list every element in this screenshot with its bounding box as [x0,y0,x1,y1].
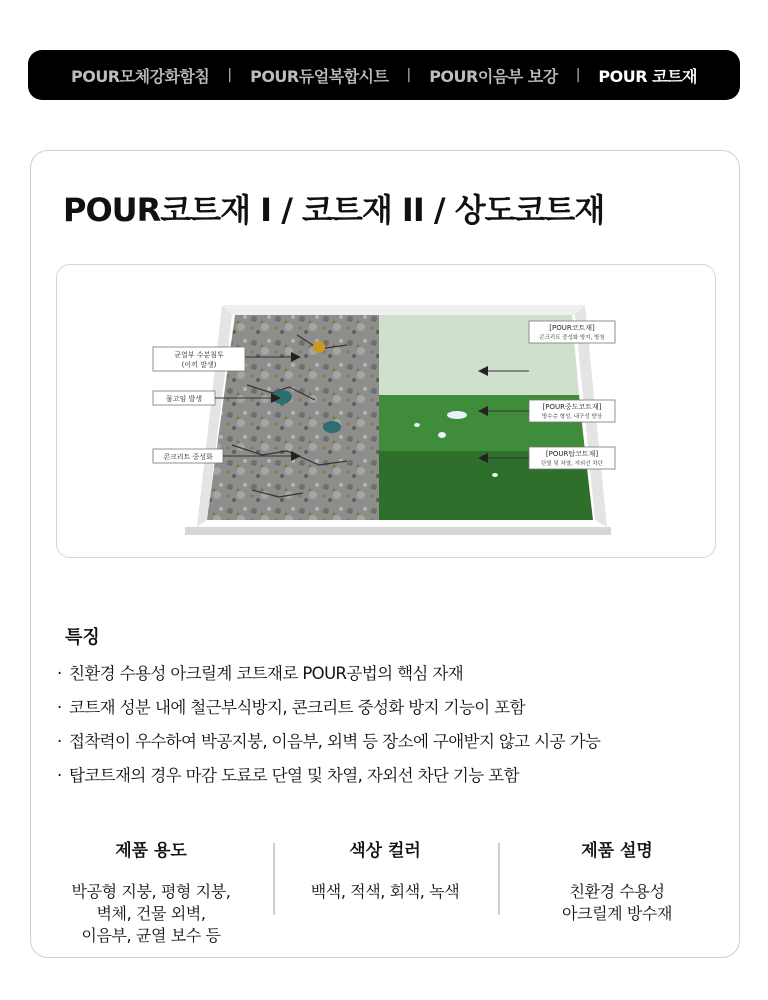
info-color [267,837,503,903]
tab-separator: | [227,67,233,83]
label-pour-mid-coat-desc: 방수층 형성, 내구성 향상 [541,414,603,420]
label-pour-coat: [POUR코트재] [549,324,595,332]
label-pour-top-coat-desc: 단열 및 차열, 자외선 차단 [541,461,603,467]
label-water-pooling: 물고임 발생 [165,395,203,403]
tab-pour-impregnation[interactable]: POUR모체강화함침 [70,66,210,86]
diagram-illustration [57,265,715,557]
label-pour-mid-coat: [POUR중도코트재] [542,403,602,411]
feature-text: 친환경 수용성 아크릴계 코트재로 POUR공법의 핵심 자재 [69,664,464,683]
tab-separator: | [575,67,581,83]
tab-pour-joint-reinforcement[interactable]: POUR이음부 보강 [429,66,558,86]
label-pour-top-coat: [POUR탑코트재] [545,450,599,458]
tab-separator: | [406,67,412,83]
bullet: · [57,766,62,785]
product-tab-bar [28,50,740,100]
feature-text: 탑코트재의 경우 마감 도료로 단열 및 차열, 자외선 차단 기능 포함 [69,766,519,785]
info-description-value: 친환경 수용성 아크릴계 방수재 [561,882,673,923]
features-heading: 특징 [65,627,100,648]
features-list [57,657,600,793]
info-description [499,837,735,925]
info-description-heading: 제품 설명 [581,841,653,861]
product-title: POUR코트재 I / 코트재 II / 상도코트재 [63,191,605,229]
bullet: · [57,732,62,751]
info-usage [33,837,269,947]
feature-item [57,759,600,793]
product-card [30,150,740,958]
label-carbonation: 콘크리트 중성화 [163,453,213,461]
info-color-heading: 색상 컬러 [349,841,421,861]
info-usage-heading: 제품 용도 [115,841,187,861]
feature-item [57,725,600,759]
feature-item [57,691,600,725]
tab-pour-dual-sheet[interactable]: POUR듀얼복합시트 [250,66,389,86]
info-usage-value: 박공형 지붕, 평형 지붕, 벽체, 건물 외벽, 이음부, 균열 보수 등 [71,882,231,945]
feature-text: 접착력이 우수하여 박공지붕, 이음부, 외벽 등 장소에 구애받지 않고 시공 가능 [69,732,601,751]
label-pour-coat-desc: 콘크리트 중성화 방지, 방청 [539,335,605,341]
product-info-row [31,837,739,947]
tab-pour-coating[interactable]: POUR 코트재 [598,66,698,86]
feature-text: 코트재 성분 내에 철근부식방지, 콘크리트 중성화 방지 기능이 포함 [69,698,525,717]
bullet: · [57,698,62,717]
label-crack-moisture: 균열부 수분침투 [174,351,224,359]
coating-layer-diagram [56,264,716,558]
concrete-floor [207,315,379,520]
basin-wall [222,305,585,315]
label-crack-moisture-sub: (이끼 발생) [181,361,217,369]
info-color-value: 백색, 적색, 회색, 녹색 [310,882,460,901]
feature-item [57,657,600,691]
bullet: · [57,664,62,683]
